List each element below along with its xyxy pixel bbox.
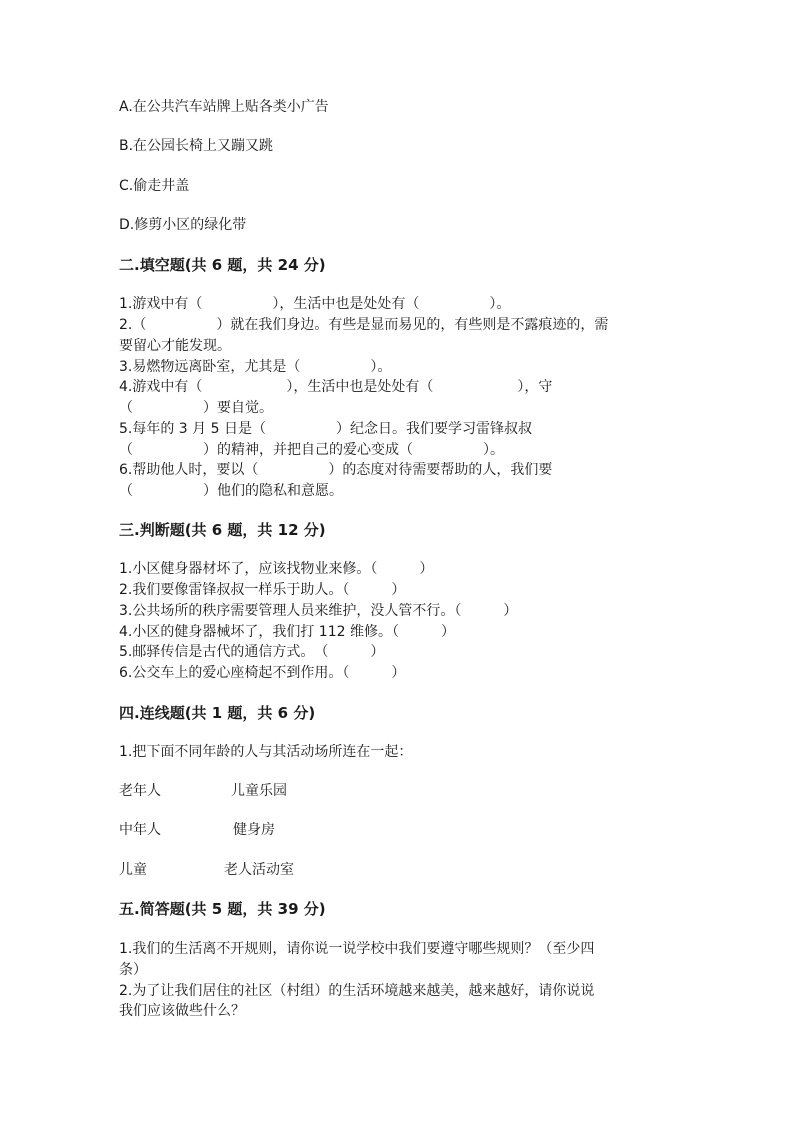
fill-line: 6.帮助他人时，要以（ ）的态度对待需要帮助的人，我们要 [119,462,553,478]
short-line: 2.为了让我们居住的社区（村组）的生活环境越来越美，越来越好，请你说说 [119,983,595,999]
judge-line: 5.邮驿传信是古代的通信方式。 （ ） [119,644,385,660]
option-a: A.在公共汽车站牌上贴各类小广告 [119,99,329,115]
match-left-item: 老年人 [119,783,161,799]
match-question: 1.把下面不同年龄的人与其活动场所连在一起： [119,744,413,760]
fill-line: 要留心才能发现。 [119,338,231,354]
fill-line: 5.每年的 3 月 5 日是（ ）纪念日。我们要学习雷锋叔叔 [119,421,532,437]
short-line: 条） [119,962,147,978]
match-left-item: 儿童 [119,862,147,878]
judge-line: 6.公交车上的爱心座椅起不到作用。（ ） [119,665,406,681]
match-right-item: 儿童乐园 [231,783,287,799]
judge-line: 2.我们要像雷锋叔叔一样乐于助人。（ ） [119,582,406,598]
match-right-item: 健身房 [233,822,275,838]
match-left-item: 中年人 [119,822,161,838]
fill-line: 3.易燃物远离卧室，尤其是（ ）。 [119,359,392,375]
option-b: B.在公园长椅上又蹦又跳 [119,138,274,154]
fill-line: （ ）的精神，并把自己的爱心变成（ ）。 [119,442,504,458]
fill-line: 4.游戏中有（ ），生活中也是处处有（ ），守 [119,379,553,395]
match-right-item: 老人活动室 [224,862,294,878]
section-heading-short: 五.简答题(共 5 题，共 39 分) [119,900,326,918]
fill-line: 1.游戏中有（ ），生活中也是处处有（ ）。 [119,296,511,312]
short-line: 我们应该做些什么？ [119,1003,245,1019]
short-line: 1.我们的生活离不开规则，请你说一说学校中我们要遵守哪些规则？（至少四 [119,941,595,957]
section-heading-fill: 二.填空题(共 6 题，共 24 分) [119,256,326,274]
option-c: C.偷走井盖 [119,178,190,194]
judge-line: 3.公共场所的秩序需要管理人员来维护，没人管不行。（ ） [119,603,518,619]
judge-line: 1.小区健身器材坏了，应该找物业来修。（ ） [119,561,434,577]
fill-line: （ ）要自觉。 [119,400,273,416]
section-heading-judge: 三.判断题(共 6 题，共 12 分) [119,521,326,539]
option-d: D.修剪小区的绿化带 [119,217,247,233]
fill-line: （ ）他们的隐私和意愿。 [119,483,343,499]
judge-line: 4.小区的健身器械坏了，我们打 112 维修。（ ） [119,624,455,640]
fill-line: 2.（ ）就在我们身边。有些是显而易见的，有些则是不露痕迹的，需 [119,317,609,333]
section-heading-match: 四.连线题(共 1 题，共 6 分) [119,704,316,722]
